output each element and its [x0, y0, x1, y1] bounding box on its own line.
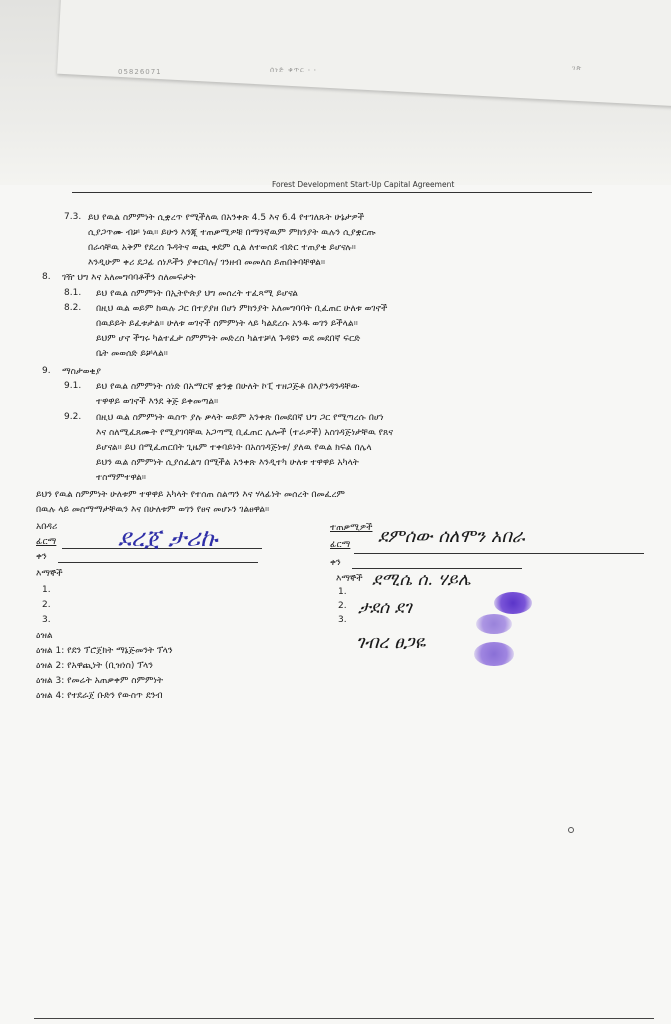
clause-7-3-line-1: ይህ የዉል ስምምነት ሲቋረጥ የሚችለዉ በአንቀጽ 4.5 እና 6.4 የተገለጹት ሁኔታዎች: [88, 213, 365, 223]
clause-9-2-line-1: በዚህ ዉል ስምምነት ዉስጥ ያሉ ቃላት ወይም አንቀጽ በመደበኛ ህግ ጋር የሚጣረሱ በሆነ: [96, 413, 384, 423]
scan-speck: [568, 827, 574, 833]
lender-date-label: ቀን: [36, 552, 47, 562]
annex-item-3: ዕዝል 3: የመሬት አጠቃቀም ስምምነት: [36, 676, 164, 686]
annex-item-1: ዕዝል 1: የደን ፕሮጀክት ማኔጅመንት ፕላን: [36, 646, 173, 656]
section-9-number: 9.: [42, 366, 51, 376]
beneficiary-witness-2-signature: ታደሰ ደገ: [358, 598, 412, 618]
beneficiaries-sign-label: ፊርማ: [330, 540, 351, 550]
section-8-number: 8.: [42, 272, 51, 282]
clause-8-2-line-3: ይህም ሆኖ ችግሩ ካልተፈታ ስምምነት መድረስ ካልተቻለ ጉዳዩን ወደ መደበኛ ፍርድ: [96, 334, 361, 344]
annex-item-4: ዕዝል 4: የተደራጀ ቡድን የውስጥ ደንብ: [36, 691, 163, 701]
clause-8-1-number: 8.1.: [64, 288, 82, 298]
faint-center-text: ሰነድ ቁጥር ፡ ፡: [270, 66, 317, 74]
clause-9-2-line-2: እና ስለሚፈጸሙት የሚያገባቸዉ አጋጣሚ ቢፈጠር ሌሎች (ተራዎች) አስገዳጅነታቸዉ የጸና: [96, 428, 394, 438]
beneficiaries-date-line: [352, 568, 522, 569]
beneficiary-witness-3-number: 3.: [338, 615, 347, 625]
beneficiary-witness-1-signature: ደሚሴ ሰ. ሃይሌ: [372, 570, 471, 590]
faint-left-code: 05826071: [118, 68, 162, 76]
lender-date-line: [58, 562, 258, 563]
lender-witness-1: 1.: [42, 585, 51, 595]
clause-8-2-line-1: በዚህ ዉል ወይም ከዉሉ ጋር በተያያዘ በሆነ ምክንያት አለመግባባት ቢፈጠር ሁለቱ ወገኖች: [96, 304, 388, 314]
clause-9-2-line-3: ይሆናል። ይህ በሚፈጠርበት ጊዜም ተቀባይነት በአስገዳጅነቱ/ ያለዉ የዉል ክፍል በሌላ: [96, 443, 372, 453]
faint-right-text: ገጽ: [572, 64, 583, 72]
clause-9-1-line-1: ይህ የዉል ስምምነት ሰነድ በአማርኛ ቋንቋ በሁለት ኮፒ ተዘጋጅቶ በእያንዳንዳቸው: [96, 382, 360, 392]
clause-9-1-number: 9.1.: [64, 381, 82, 391]
annex-item-2: ዕዝል 2: የአዋጪነት (ቢዝነስ) ፕላን: [36, 661, 153, 671]
fingerprint-stamp-3: [474, 642, 514, 666]
clause-8-2-number: 8.2.: [64, 303, 82, 313]
fingerprint-stamp-2: [476, 614, 512, 634]
section-8-title: ገዥ ህግ እና አለመግባባቶችን ስለመፍታት: [62, 273, 196, 283]
clause-9-1-line-2: ተዋዋይ ወገኖች እንደ ቅጅ ይቀመጣል።: [96, 397, 219, 407]
clause-7-3-line-2: ሲያጋጥሙ ብቻ ነዉ። ይሁን እንጂ ተጠቃሚዎቹ በማንኛዉም ምክንያት ዉሉን ሲያቋርጡ: [88, 228, 376, 238]
lender-witness-2: 2.: [42, 600, 51, 610]
beneficiaries-signature: ደምሰው ሰለሞን አበራ: [378, 526, 525, 547]
beneficiaries-sign-line: [354, 553, 644, 554]
clause-7-3-line-3: በራሳቸዉ አቅም የደረሰ ጉዳትና ወጪ ቀደም ሲል ለተወሰደ ብድር ተጠያቂ ይሆናሉ።: [88, 243, 356, 253]
beneficiaries-witness-title: እማኞች: [336, 574, 363, 584]
fingerprint-stamp-1: [494, 592, 532, 614]
beneficiaries-label: ተጠቃሚዎች: [330, 523, 373, 533]
beneficiaries-date-label: ቀን: [330, 558, 341, 568]
beneficiary-witness-2-number: 2.: [338, 601, 347, 611]
lender-signature: ደረጀ ታሪኩ: [118, 524, 218, 552]
section-9-title: ማስታወቂያ: [62, 367, 101, 377]
beneficiary-witness-1-number: 1.: [338, 587, 347, 597]
closing-line-1: ይህን የዉል ስምምነት ሁለቱም ተዋዋይ አካላት የተሰጠ ስልጣን እና ሃላፊነት መሰረት በመፈረም: [36, 490, 345, 500]
lender-witness-title: እማኞች: [36, 569, 63, 579]
lender-sign-label: ፊርማ: [36, 537, 57, 547]
lender-witness-3: 3.: [42, 615, 51, 625]
clause-9-2-line-4: ይህን ዉል ስምምነት ሲያሰፈልግ በሚችል አንቀጽ እንዲተካ ሁለቱ ተዋዋይ አካላት: [96, 458, 359, 468]
closing-line-2: በዉሉ ላይ መስማማታቸዉን እና በሁለቱም ወገን የፀና መሆኑን ገልፀዋል።: [36, 505, 270, 515]
clause-8-2-line-2: በዉይይት ይፈቱታል። ሁለቱ ወገኖች ስምምነት ላይ ካልደረሱ አንዱ ወገን ይችላል።: [96, 319, 358, 329]
clause-7-3-line-4: እንዲሁም ቀሪ ደጋፊ ሰነዶችን ያቀርባሉ/ ገንዘብ መመለስ ይጠበቅባቸዋል።: [88, 258, 326, 268]
annex-title: ዕዝል: [36, 631, 53, 641]
header-rule: [72, 192, 592, 193]
document-header: Forest Development Start-Up Capital Agreement: [272, 180, 455, 189]
clause-8-2-line-4: ቤት መወሰድ ይቻላል።: [96, 349, 168, 359]
clause-8-1-text: ይህ የዉል ስምምነት በኢትዮጵያ ህግ መሰረት ተፈጻሚ ይሆናል: [96, 289, 298, 299]
clause-9-2-line-5: ተስማምተዋል።: [96, 473, 147, 483]
clause-7-3-number: 7.3.: [64, 212, 82, 222]
beneficiary-witness-3-signature: ገብረ ፀጋዬ: [356, 632, 426, 653]
clause-9-2-number: 9.2.: [64, 412, 82, 422]
page-edge-line: [34, 1018, 654, 1019]
lender-label: አበዳሪ: [36, 522, 58, 532]
